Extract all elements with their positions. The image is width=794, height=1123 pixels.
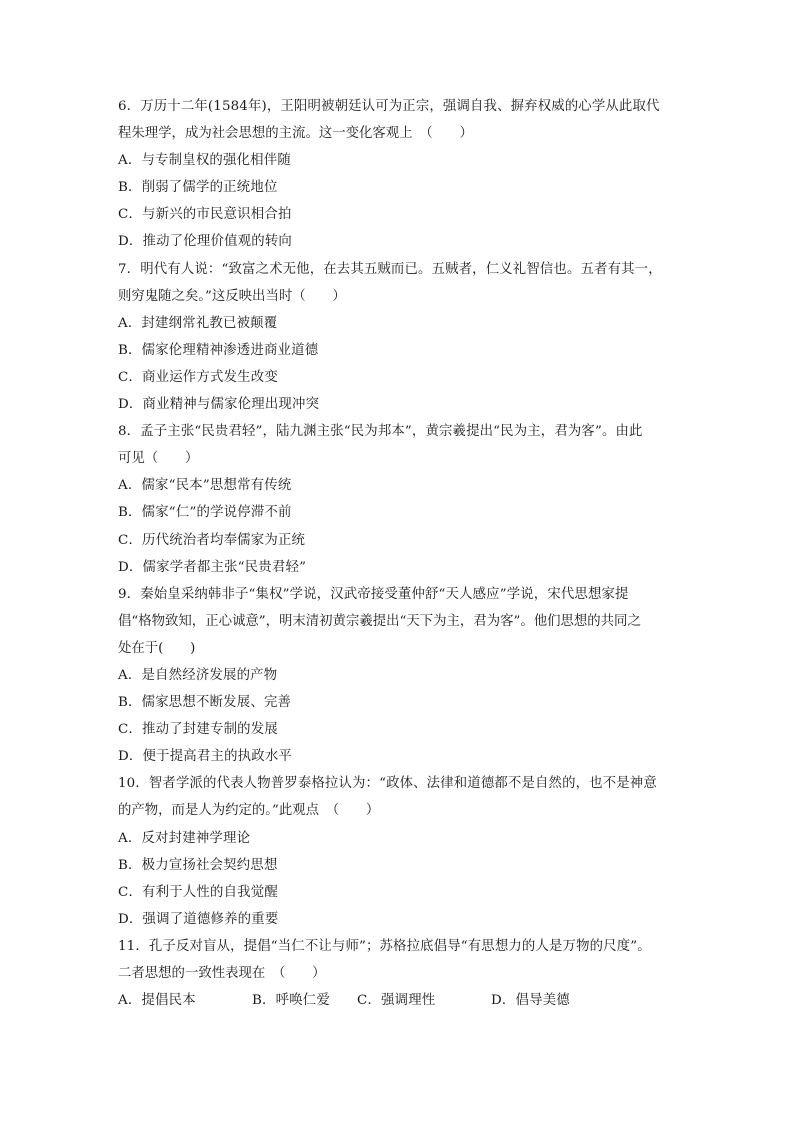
question-6-option-c[interactable]: C．与新兴的市民意识相合拍: [118, 207, 292, 223]
question-7-stem-line-2: 则穷鬼随之矣。”这反映出当时（ ）: [118, 288, 346, 304]
question-7-stem-line-1: 7．明代有人说：“致富之术无他，在去其五贼而已。五贼者，仁义礼智信也。五者有其一，: [118, 261, 662, 277]
question-10-option-a[interactable]: A．反对封建神学理论: [118, 830, 251, 846]
question-9-option-b[interactable]: B．儒家思想不断发展、完善: [118, 695, 292, 711]
question-10-option-c[interactable]: C．有利于人性的自我觉醒: [118, 884, 278, 900]
question-8-stem-line-2: 可见（ ）: [118, 451, 199, 467]
question-9-option-d[interactable]: D．便于提高君主的执政水平: [118, 749, 293, 765]
question-9: [118, 581, 684, 771]
question-8-option-a[interactable]: A．儒家“民本”思想常有传统: [118, 478, 292, 494]
question-11-option-a[interactable]: A．提倡民本: [118, 993, 196, 1009]
question-11: [118, 933, 684, 1014]
question-8: [118, 418, 684, 581]
question-8-stem-line-1: 8．孟子主张“民贵君轻”，陆九渊主张“民为邦本”，黄宗羲提出“民为主，君为客”。由此: [118, 424, 643, 440]
question-7-option-d[interactable]: D．商业精神与儒家伦理出现冲突: [118, 397, 320, 413]
question-10-option-b[interactable]: B．极力宣扬社会契约思想: [118, 857, 278, 873]
question-11-stem-line-1: 11．孔子反对盲从，提倡“当仁不让与师”；苏格拉底倡导“有思想力的人是万物的尺度”。: [118, 938, 651, 954]
question-11-option-c[interactable]: C．强调理性: [357, 993, 436, 1009]
question-11-option-d[interactable]: D．倡导美德: [491, 993, 570, 1009]
question-6-option-b[interactable]: B．削弱了儒学的正统地位: [118, 180, 278, 196]
question-10-stem-line-2: 的产物，而是人为约定的。”此观点 （ ）: [118, 803, 380, 819]
question-8-option-b[interactable]: B．儒家“仁”的学说停滞不前: [118, 505, 292, 521]
question-10-option-d[interactable]: D．强调了道德修养的重要: [118, 911, 279, 927]
question-6: [118, 93, 684, 256]
question-9-stem-line-2: 倡“格物致知，正心诚意”，明末清初黄宗羲提出“天下为主，君为客”。他们思想的共同之: [118, 613, 641, 629]
question-10-stem-line-1: 10．智者学派的代表人物普罗泰格拉认为：“政体、法律和道德都不是自然的，也不是神意: [118, 776, 657, 792]
question-7-option-a[interactable]: A．封建纲常礼教已被颠覆: [118, 315, 278, 331]
question-9-option-a[interactable]: A．是自然经济发展的产物: [118, 667, 278, 683]
question-6-stem-line-2: 程朱理学，成为社会思想的主流。这一变化客观上 （ ）: [118, 126, 473, 142]
question-6-option-a[interactable]: A．与专制皇权的强化相伴随: [118, 153, 291, 169]
question-11-stem-line-2: 二者思想的一致性表现在 （ ）: [118, 966, 326, 981]
question-7-option-c[interactable]: C．商业运作方式发生改变: [118, 369, 278, 385]
question-9-stem-line-3: 处在于( ): [118, 640, 196, 656]
question-6-stem-line-1: 6．万历十二年(1584年)，王阳明被朝廷认可为正宗，强调自我、摒弃权威的心学从此取代: [118, 99, 660, 114]
question-7-option-b[interactable]: B．儒家伦理精神渗透进商业道德: [118, 342, 319, 358]
question-11-option-b[interactable]: B．呼唤仁爱: [252, 993, 330, 1009]
question-8-option-d[interactable]: D．儒家学者都主张“民贵君轻”: [118, 559, 307, 575]
question-page: [118, 93, 684, 1014]
question-10: [118, 770, 684, 933]
question-8-option-c[interactable]: C．历代统治者均奉儒家为正统: [118, 532, 306, 548]
question-7: [118, 256, 684, 419]
question-9-option-c[interactable]: C．推动了封建专制的发展: [118, 722, 278, 738]
question-6-option-d[interactable]: D．推动了伦理价值观的转向: [118, 234, 293, 250]
question-9-stem-line-1: 9．秦始皇采纳韩非子“集权”学说，汉武帝接受董仲舒“天人感应”学说，宋代思想家提: [118, 586, 629, 602]
question-11-options-row: [118, 987, 684, 1014]
